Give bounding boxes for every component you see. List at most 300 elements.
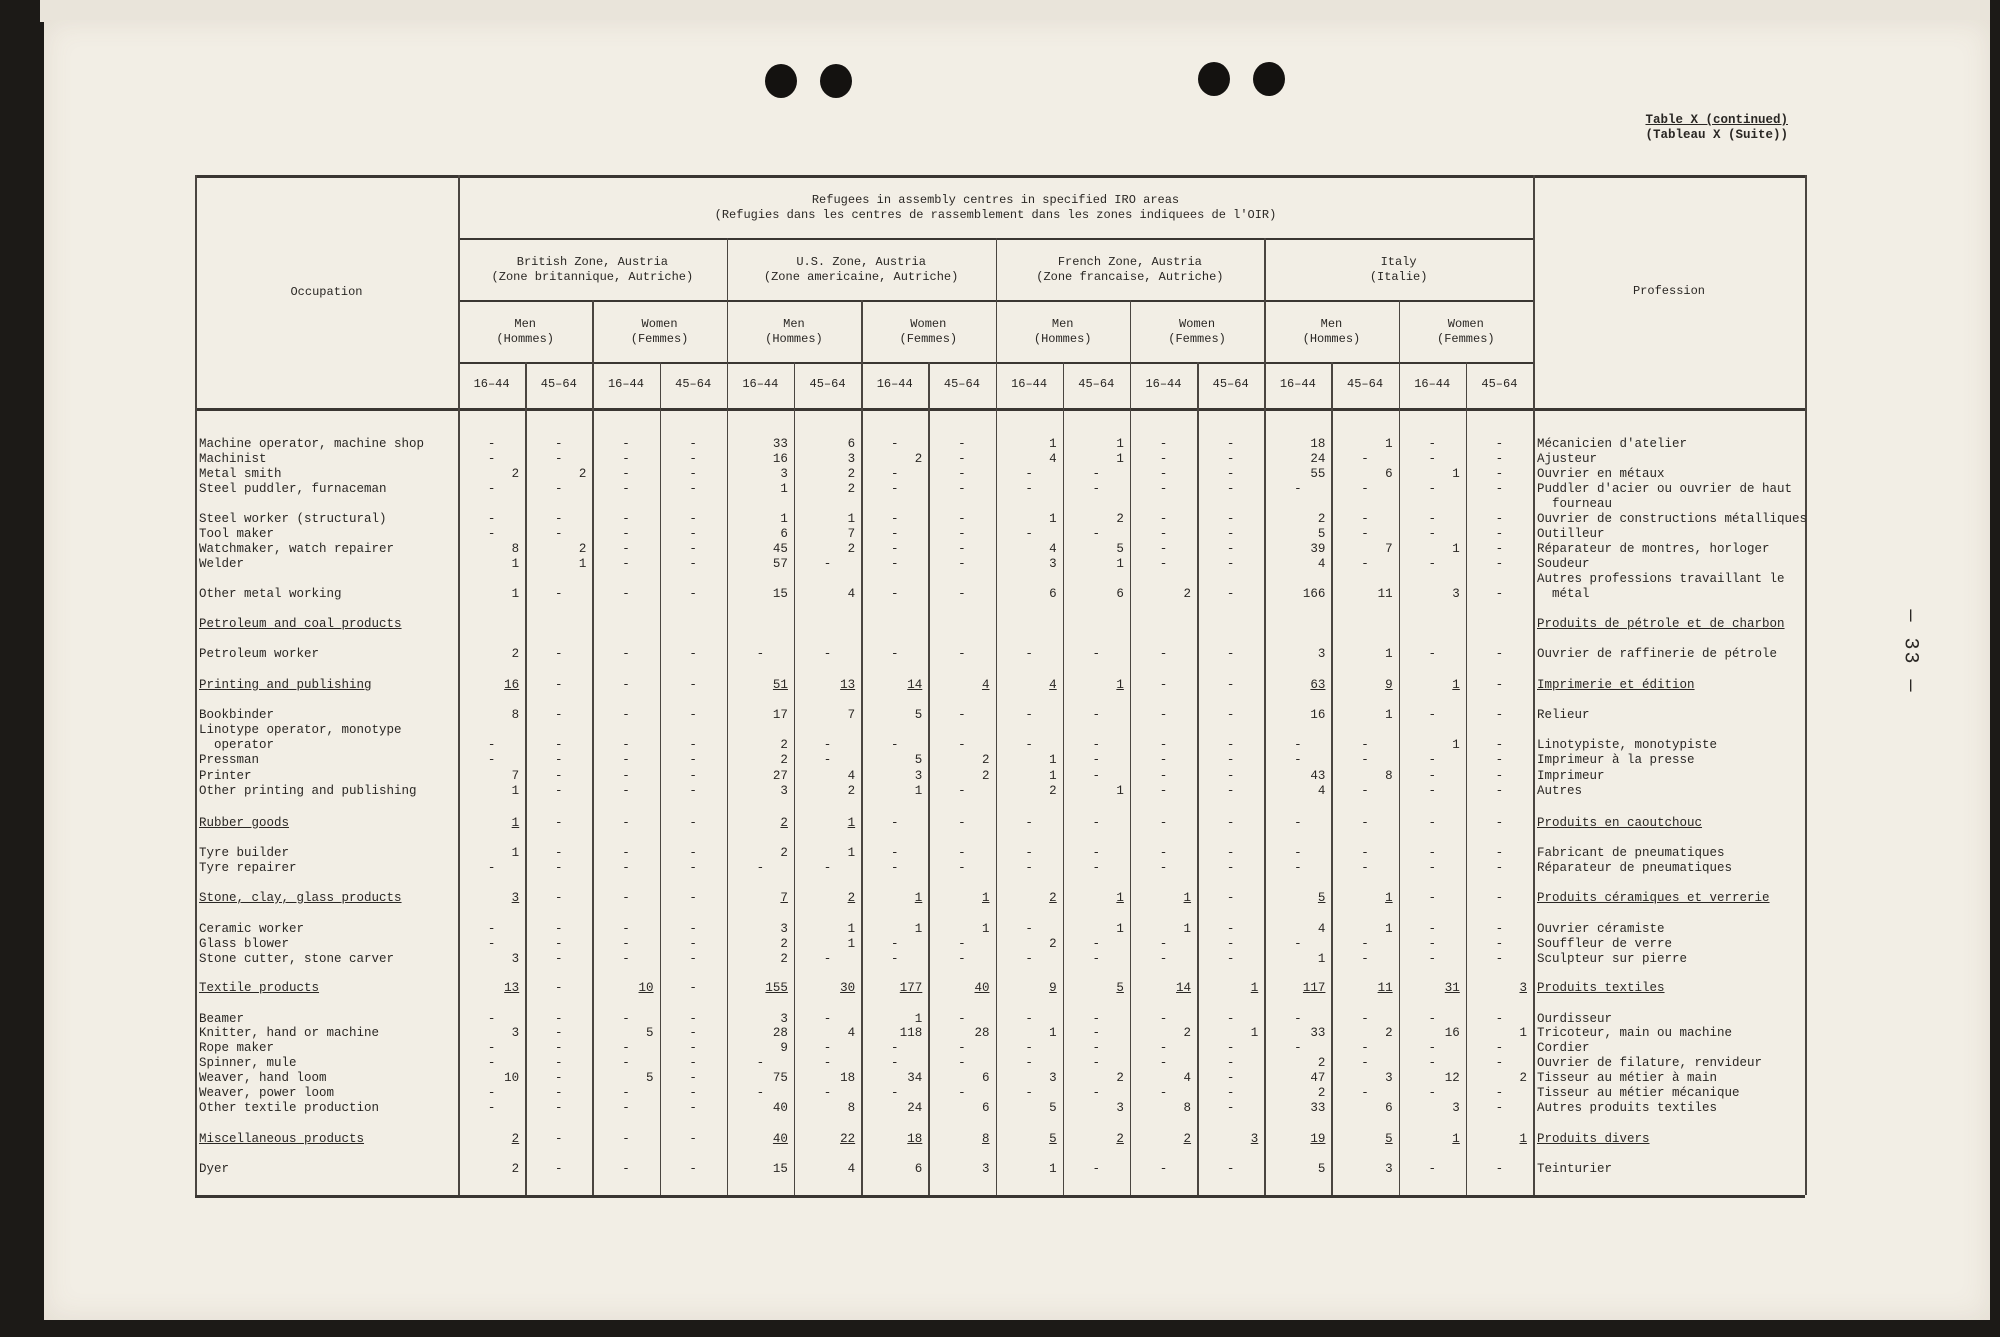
- value-cell: -: [890, 557, 899, 571]
- value-cell: 5: [914, 708, 923, 722]
- value-cell: 9: [1385, 678, 1393, 692]
- value-cell: -: [1428, 1012, 1436, 1026]
- zone-name: French Zone, Austria: [1057, 255, 1202, 269]
- value-cell: -: [689, 587, 697, 601]
- value-cell: 3: [780, 467, 788, 481]
- value-cell: -: [1428, 437, 1436, 451]
- value-cell: -: [1294, 816, 1302, 830]
- value-cell: -: [689, 452, 697, 466]
- value-cell: -: [1428, 1162, 1436, 1176]
- value-cell: -: [622, 557, 630, 571]
- value-cell: -: [1226, 1041, 1235, 1055]
- value-cell: -: [1361, 1056, 1369, 1070]
- profession-cell: Imprimeur à la presse: [1537, 753, 1695, 767]
- value-cell: -: [1025, 1086, 1033, 1100]
- value-cell: 3: [1452, 1101, 1460, 1115]
- value-cell: 6: [1049, 587, 1057, 601]
- value-cell: 2: [1049, 891, 1057, 905]
- value-cell: -: [958, 482, 966, 496]
- age-group-label: 16–44: [1279, 377, 1316, 391]
- value-cell: 1: [1250, 1026, 1259, 1040]
- value-cell: -: [622, 1101, 630, 1115]
- value-cell: -: [555, 708, 563, 722]
- value-cell: 1: [1385, 437, 1393, 451]
- value-cell: -: [1294, 861, 1302, 875]
- value-cell: 5: [1317, 1162, 1326, 1176]
- value-cell: -: [958, 467, 966, 481]
- value-cell: -: [1361, 512, 1369, 526]
- occupation-cell: Steel worker (structural): [199, 512, 387, 526]
- age-group-label: 16–44: [607, 377, 644, 391]
- value-cell: 1: [511, 816, 520, 830]
- value-cell: 6: [914, 1162, 923, 1176]
- value-cell: -: [1495, 952, 1504, 966]
- value-cell: 6: [1116, 587, 1124, 601]
- value-cell: 1: [914, 891, 923, 905]
- occupation-cell: Other textile production: [199, 1101, 380, 1115]
- age-group-label: 45–64: [1481, 377, 1518, 391]
- value-cell: -: [555, 512, 563, 526]
- value-cell: -: [1226, 861, 1235, 875]
- occupation-cell: Dyer: [199, 1162, 230, 1176]
- value-cell: 2: [578, 542, 587, 556]
- value-cell: 24: [1310, 452, 1326, 466]
- value-cell: 1: [578, 557, 587, 571]
- occupation-cell: Tyre repairer: [199, 861, 297, 875]
- value-cell: -: [1025, 467, 1033, 481]
- value-cell: -: [1025, 708, 1033, 722]
- value-cell: -: [689, 1041, 697, 1055]
- value-cell: 2: [780, 753, 788, 767]
- value-cell: -: [555, 1086, 563, 1100]
- value-cell: 1: [1116, 922, 1124, 936]
- value-cell: 9: [780, 1041, 788, 1055]
- sex-label-fr: (Femmes): [1168, 332, 1226, 346]
- profession-cell: Ouvrier céramiste: [1537, 922, 1665, 936]
- age-group-label: 16–44: [1414, 377, 1451, 391]
- value-cell: -: [1495, 467, 1504, 481]
- value-cell: -: [1361, 527, 1369, 541]
- table-bottom-border: [195, 1195, 1805, 1198]
- value-cell: -: [1428, 816, 1436, 830]
- value-cell: 5: [1317, 891, 1326, 905]
- age-group-label: 45–64: [540, 377, 577, 391]
- value-cell: 2: [1116, 512, 1124, 526]
- value-cell: -: [890, 952, 899, 966]
- value-cell: -: [1495, 861, 1504, 875]
- sex-label-fr: (Hommes): [1033, 332, 1092, 346]
- value-cell: -: [890, 542, 899, 556]
- value-cell: -: [1092, 1056, 1101, 1070]
- value-cell: 1: [1049, 437, 1057, 451]
- value-cell: -: [689, 816, 697, 830]
- value-cell: -: [823, 738, 832, 752]
- value-cell: -: [1428, 708, 1436, 722]
- title-fr: (Refugies dans les centres de rassemblement dans les zones indiquees de l'OIR): [714, 208, 1277, 222]
- value-cell: 1: [1183, 922, 1192, 936]
- age-group-label: 16–44: [1145, 377, 1182, 391]
- age-group-label: 45–64: [809, 377, 846, 391]
- value-cell: 18: [840, 1071, 856, 1085]
- value-cell: -: [487, 1041, 496, 1055]
- value-cell: -: [1092, 1041, 1101, 1055]
- value-cell: 5: [914, 753, 923, 767]
- occupation-cell: Printer: [199, 769, 252, 783]
- value-cell: 33: [1310, 1101, 1326, 1115]
- sex-label: Women: [910, 317, 947, 331]
- value-cell: -: [1361, 1041, 1369, 1055]
- value-cell: -: [1025, 482, 1033, 496]
- table-top-border: [195, 175, 1805, 178]
- value-cell: -: [1495, 452, 1504, 466]
- value-cell: 51: [772, 678, 788, 692]
- value-cell: -: [1428, 1086, 1436, 1100]
- value-cell: 18: [1310, 437, 1326, 451]
- value-cell: -: [555, 861, 563, 875]
- value-cell: 11: [1377, 587, 1393, 601]
- value-cell: 3: [511, 952, 520, 966]
- value-cell: 1: [1116, 452, 1124, 466]
- value-cell: 3: [1049, 557, 1057, 571]
- value-cell: -: [555, 678, 563, 692]
- value-cell: -: [1159, 1056, 1168, 1070]
- value-cell: 2: [847, 467, 856, 481]
- sex-label: Men: [1051, 317, 1074, 331]
- value-cell: -: [555, 1041, 563, 1055]
- profession-cell: Ouvrier de constructions métalliques: [1537, 512, 1808, 526]
- value-cell: -: [1159, 816, 1168, 830]
- value-cell: -: [1226, 816, 1235, 830]
- value-cell: -: [958, 738, 966, 752]
- profession-cell: Linotypiste, monotypiste: [1537, 738, 1718, 752]
- value-cell: -: [1025, 738, 1033, 752]
- value-cell: 5: [1116, 542, 1124, 556]
- value-cell: -: [958, 816, 966, 830]
- profession-cell: Teinturier: [1537, 1162, 1613, 1176]
- zone-name: Italy: [1380, 255, 1417, 269]
- value-cell: -: [1226, 922, 1235, 936]
- value-cell: 2: [780, 937, 788, 951]
- value-cell: -: [555, 437, 563, 451]
- value-cell: 1: [1116, 557, 1124, 571]
- value-cell: -: [689, 437, 697, 451]
- value-cell: -: [958, 1041, 966, 1055]
- value-cell: 6: [780, 527, 788, 541]
- value-cell: 1: [1452, 678, 1460, 692]
- value-cell: 63: [1310, 678, 1326, 692]
- value-cell: 2: [981, 769, 990, 783]
- value-cell: 5: [1049, 1101, 1057, 1115]
- value-cell: 4: [1317, 922, 1326, 936]
- value-cell: 15: [772, 1162, 788, 1176]
- value-cell: -: [1226, 527, 1235, 541]
- value-cell: 4: [847, 587, 856, 601]
- value-cell: -: [1428, 846, 1436, 860]
- value-cell: 31: [1444, 981, 1460, 995]
- value-cell: -: [1495, 512, 1504, 526]
- value-cell: -: [1495, 1086, 1504, 1100]
- value-cell: 2: [511, 647, 520, 661]
- value-cell: -: [1428, 922, 1436, 936]
- value-cell: 14: [907, 678, 923, 692]
- value-cell: 4: [1183, 1071, 1192, 1085]
- value-cell: 1: [780, 512, 788, 526]
- value-cell: -: [1226, 647, 1235, 661]
- value-cell: -: [1495, 816, 1504, 830]
- profession-cell: Imprimerie et édition: [1537, 678, 1695, 692]
- profession-cell: Produits en caoutchouc: [1537, 816, 1703, 830]
- value-cell: -: [1495, 753, 1504, 767]
- sex-label-fr: (Hommes): [496, 332, 554, 346]
- occupation-cell: Petroleum and coal products: [199, 617, 402, 631]
- value-cell: 33: [772, 437, 788, 451]
- value-cell: 33: [1310, 1026, 1326, 1040]
- value-cell: 39: [1310, 542, 1326, 556]
- value-cell: 2: [981, 753, 990, 767]
- value-cell: -: [689, 1026, 697, 1040]
- value-cell: -: [1294, 1012, 1302, 1026]
- value-cell: 1: [511, 587, 520, 601]
- age-group-label: 16–44: [876, 377, 913, 391]
- value-cell: -: [622, 512, 630, 526]
- zone-name-fr: (Zone americaine, Autriche): [763, 270, 959, 284]
- value-cell: 2: [578, 467, 587, 481]
- value-cell: 55: [1310, 467, 1326, 481]
- value-cell: -: [555, 891, 563, 905]
- value-cell: 14: [1176, 981, 1192, 995]
- value-cell: 4: [1049, 452, 1057, 466]
- occupation-cell: Linotype operator, monotype operator: [199, 723, 402, 752]
- value-cell: -: [1159, 1012, 1168, 1026]
- value-cell: -: [756, 1056, 765, 1070]
- value-cell: 2: [780, 846, 788, 860]
- occupation-cell: Machine operator, machine shop: [199, 437, 425, 451]
- occupation-cell: Machinist: [199, 452, 267, 466]
- value-cell: 1: [511, 784, 520, 798]
- value-cell: 7: [847, 527, 856, 541]
- value-cell: 43: [1310, 769, 1326, 783]
- value-cell: -: [1226, 1071, 1235, 1085]
- age-group-label: 16–44: [1011, 377, 1048, 391]
- value-cell: 3: [1519, 981, 1527, 995]
- value-cell: 24: [907, 1101, 923, 1115]
- value-cell: 1: [847, 846, 856, 860]
- value-cell: -: [1428, 527, 1436, 541]
- value-cell: -: [1361, 753, 1369, 767]
- value-cell: 34: [907, 1071, 923, 1085]
- profession-cell: Ourdisseur: [1537, 1012, 1613, 1026]
- value-cell: -: [1495, 1101, 1504, 1115]
- value-cell: -: [958, 452, 966, 466]
- sex-label-fr: (Femmes): [1437, 332, 1495, 346]
- profession-cell: Réparateur de montres, horloger: [1537, 542, 1770, 556]
- header-bottom-border: [195, 408, 1805, 411]
- value-cell: -: [890, 467, 899, 481]
- table-ref-fr: (Tableau X (Suite)): [1645, 128, 1788, 142]
- value-cell: -: [622, 937, 630, 951]
- value-cell: 1: [1385, 647, 1393, 661]
- age-group-label: 16–44: [473, 377, 510, 391]
- value-cell: -: [1159, 846, 1168, 860]
- value-cell: -: [555, 952, 563, 966]
- value-cell: -: [622, 1162, 630, 1176]
- value-cell: 7: [1385, 542, 1393, 556]
- value-cell: 3: [1385, 1162, 1393, 1176]
- value-cell: -: [958, 557, 966, 571]
- page-number: — 33 —: [1898, 609, 1922, 694]
- profession-cell: Imprimeur: [1537, 769, 1605, 783]
- profession-cell: Relieur: [1537, 708, 1590, 722]
- value-cell: -: [1226, 437, 1235, 451]
- value-cell: 1: [1116, 784, 1124, 798]
- punch-hole: [1253, 62, 1285, 96]
- value-cell: -: [1025, 527, 1033, 541]
- profession-cell: Produits céramiques et verrerie: [1537, 891, 1770, 905]
- value-cell: -: [689, 527, 697, 541]
- profession-cell: Ouvrier de filature, renvideur: [1537, 1056, 1763, 1070]
- value-cell: -: [958, 784, 966, 798]
- value-cell: -: [1226, 678, 1235, 692]
- value-cell: -: [1159, 452, 1168, 466]
- value-cell: 1: [780, 482, 788, 496]
- sex-label: Men: [783, 317, 805, 331]
- value-cell: -: [1495, 937, 1504, 951]
- sex-label: Women: [1447, 317, 1484, 331]
- value-cell: -: [487, 1086, 496, 1100]
- age-group-label: 45–64: [943, 377, 980, 391]
- value-cell: -: [689, 784, 697, 798]
- value-cell: 3: [1385, 1071, 1393, 1085]
- value-cell: -: [958, 952, 966, 966]
- value-cell: 8: [511, 708, 520, 722]
- value-cell: 2: [1183, 587, 1192, 601]
- occupation-cell: Welder: [199, 557, 245, 571]
- value-cell: -: [1495, 647, 1504, 661]
- value-cell: -: [1226, 557, 1235, 571]
- profession-header: Profession: [1632, 284, 1705, 298]
- value-cell: 4: [1317, 784, 1326, 798]
- value-cell: 1: [847, 512, 856, 526]
- value-cell: -: [1092, 708, 1101, 722]
- value-cell: -: [958, 437, 966, 451]
- age-group-label: 45–64: [675, 377, 712, 391]
- value-cell: -: [622, 647, 630, 661]
- value-cell: -: [958, 647, 966, 661]
- value-cell: 57: [772, 557, 788, 571]
- value-cell: -: [622, 816, 630, 830]
- value-cell: -: [1226, 891, 1235, 905]
- value-cell: -: [555, 1132, 563, 1146]
- value-cell: 3: [914, 769, 923, 783]
- occupation-cell: Tool maker: [199, 527, 275, 541]
- value-cell: 6: [981, 1071, 990, 1085]
- value-cell: -: [1495, 437, 1504, 451]
- value-cell: -: [487, 1101, 496, 1115]
- value-cell: -: [487, 527, 496, 541]
- value-cell: 4: [1049, 542, 1057, 556]
- value-cell: -: [622, 891, 630, 905]
- value-cell: -: [1159, 952, 1168, 966]
- value-cell: 15: [772, 587, 788, 601]
- profession-cell: Sculpteur sur pierre: [1537, 952, 1688, 966]
- value-cell: -: [1226, 753, 1235, 767]
- value-cell: 2: [780, 816, 788, 830]
- value-cell: -: [1495, 708, 1504, 722]
- value-cell: 9: [1049, 981, 1057, 995]
- value-cell: -: [1092, 1026, 1101, 1040]
- value-cell: 1: [981, 891, 990, 905]
- value-cell: 5: [646, 1071, 654, 1085]
- occupation-cell: Other metal working: [199, 587, 342, 601]
- value-cell: -: [1092, 937, 1101, 951]
- value-cell: -: [622, 753, 630, 767]
- value-cell: 1: [1116, 678, 1124, 692]
- value-cell: -: [1226, 542, 1235, 556]
- occupation-cell: Pressman: [199, 753, 260, 767]
- value-cell: -: [1361, 861, 1369, 875]
- value-cell: -: [1092, 1162, 1101, 1176]
- value-cell: -: [823, 861, 832, 875]
- value-cell: -: [689, 769, 697, 783]
- value-cell: -: [622, 542, 630, 556]
- value-cell: -: [1428, 952, 1436, 966]
- value-cell: -: [487, 452, 496, 466]
- value-cell: -: [689, 981, 697, 995]
- value-cell: -: [622, 452, 630, 466]
- value-cell: -: [1226, 1162, 1235, 1176]
- value-cell: -: [1092, 482, 1101, 496]
- value-cell: 3: [511, 891, 520, 905]
- occupation-header: Occupation: [290, 285, 363, 299]
- value-cell: 1: [847, 937, 856, 951]
- value-cell: 1: [1452, 467, 1460, 481]
- value-cell: -: [1361, 452, 1369, 466]
- value-cell: 6: [981, 1101, 990, 1115]
- value-cell: -: [1294, 846, 1302, 860]
- value-cell: -: [1226, 587, 1235, 601]
- occupation-cell: Bookbinder: [199, 708, 275, 722]
- value-cell: 7: [511, 769, 520, 783]
- value-cell: -: [1361, 816, 1369, 830]
- value-cell: -: [958, 542, 966, 556]
- value-cell: -: [1428, 557, 1436, 571]
- age-group-label: 45–64: [1347, 377, 1384, 391]
- value-cell: 1: [1116, 437, 1124, 451]
- profession-cell: Ouvrier en métaux: [1537, 467, 1665, 481]
- value-cell: -: [487, 482, 496, 496]
- value-cell: -: [622, 1056, 630, 1070]
- value-cell: 3: [1049, 1071, 1057, 1085]
- value-cell: -: [555, 769, 563, 783]
- value-cell: 16: [504, 678, 520, 692]
- value-cell: -: [1495, 587, 1504, 601]
- value-cell: -: [1159, 1041, 1168, 1055]
- table-side-border: [1805, 175, 1807, 1195]
- value-cell: -: [622, 708, 630, 722]
- value-cell: -: [1159, 1162, 1168, 1176]
- value-cell: -: [1428, 784, 1436, 798]
- value-cell: -: [622, 587, 630, 601]
- sex-label: Women: [1179, 317, 1216, 331]
- value-cell: 8: [511, 542, 520, 556]
- value-cell: -: [1361, 784, 1369, 798]
- value-cell: -: [1092, 816, 1101, 830]
- value-cell: -: [1495, 1041, 1504, 1055]
- value-cell: 1: [914, 922, 923, 936]
- value-cell: 5: [1049, 1132, 1057, 1146]
- value-cell: -: [1159, 467, 1168, 481]
- value-cell: -: [1495, 557, 1504, 571]
